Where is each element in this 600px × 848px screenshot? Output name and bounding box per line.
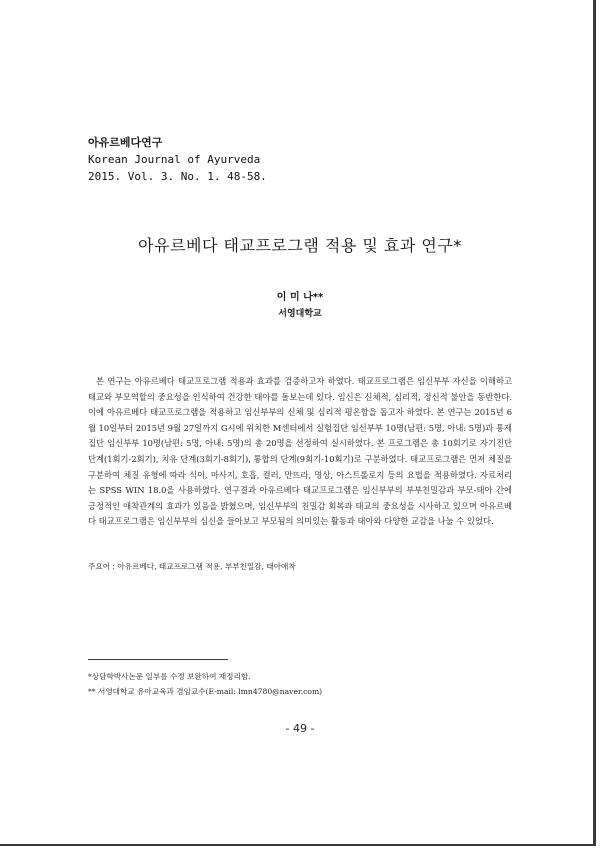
keywords-line: 주요어 : 아유르베다, 태교프로그램 적용, 부부친밀감, 태아애착 [88, 562, 296, 571]
footnote-divider [88, 659, 228, 660]
article-affiliation: 서영대학교 [278, 309, 322, 319]
footnote-1: *상담학박사논문 일부를 수정 보완하여 재정리함. [88, 672, 251, 681]
article-author: 이 미 나** [276, 292, 324, 303]
footnotes [88, 669, 322, 699]
journal-name-korean: 아유르베다연구 [88, 136, 163, 149]
article-title: 아유르베다 태교프로그램 적용 및 효과 연구* [138, 236, 462, 255]
journal-citation: 2015. Vol. 3. No. 1. 48-58. [88, 170, 267, 183]
footnote-2: ** 서영대학교 유아교육과 겸임교수(E-mail: lmn4780@naver.com) [88, 687, 323, 696]
journal-name-english: Korean Journal of Ayurveda [88, 153, 261, 166]
page-number: - 49 - [285, 722, 315, 735]
abstract-body: 본 연구는 아유르베다 태교프로그램 적용과 효과를 검증하고자 하였다. 태교프로그램은 임신부부 자신을 이해하고 태교와 부모역할의 중요성을 인식하여 건강한 태아를 돌보는데 있다. 임신은 신체적, 심리적, 정신적 불안을 동반한다. 이에 아유르베다 태교프로그램을 적용하고 임신부부의 신체 및 심리적 평온함을 돕고자 하였다. 본 연구는 2015년 6월 10일부터 2015년 9월 27일까지 G시에 위치한 M센터에서 실험집단 임신부부 10명(남편: 5명, 아내: 5명)과 통제집단 임신부부 10명(남편: 5명, 아내: 5명)의 총 20명을 선정하여 실시하였다. 본 프로그램은 총 10회기로 자기진단 단계(1회기-2회기), 치유 단계(3회기-8회기), 통합의 단계(9회기-10회기)로 구분하였다. 태교프로그램은 먼저 체질을 구분하여 체질 유형에 따라 식이, 마사지, 호흡, 컬러, 만뜨라, 명상, 아스트롤로지 등의 요법을 적용하였다. 자료처리는 SPSS WIN 18.0을 사용하였다. 연구결과 아유르베다 태교프로그램은 임신부부의 부부친밀감과 부모-태아 간에 긍정적인 애착관계의 효과가 있음을 밝혔으며, 임신부부의 친밀감 회복과 태교의 중요성을 시사하고 있으며 아유르베다 태교프로그램은 임신부부의 심신을 들아보고 부모됨의 의미있는 활동과 태아와 다양한 교감을 나눌 수 있었다. [88, 376, 512, 527]
journal-header [88, 134, 267, 185]
